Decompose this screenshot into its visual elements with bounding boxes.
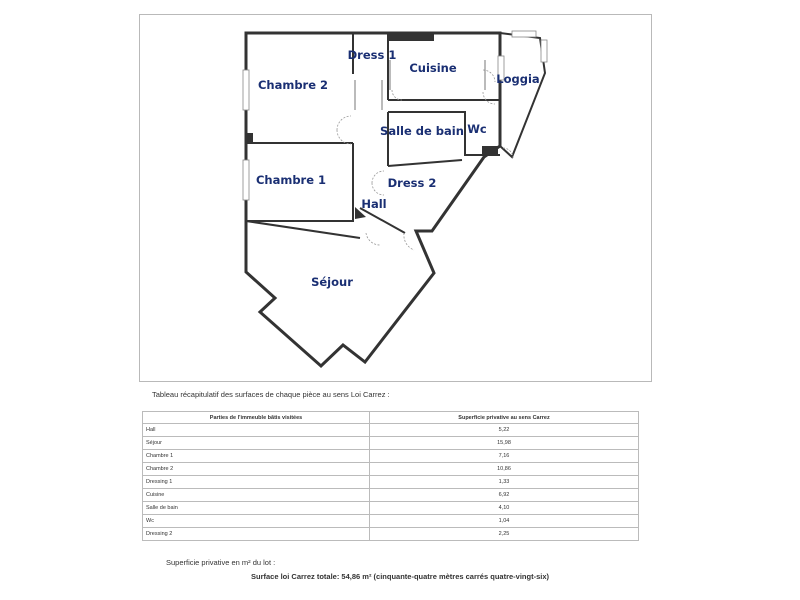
table-row — [143, 450, 639, 463]
wall-block — [482, 146, 498, 154]
wall-block — [247, 133, 253, 143]
room-label-chambre-2: Chambre 2 — [257, 78, 329, 92]
wall-block — [389, 33, 434, 41]
area-cell: 1,33 — [370, 476, 639, 489]
column-header-area: Superficie privative au sens Carrez — [370, 412, 639, 424]
table-caption: Tableau récapitulatif des surfaces de chaque pièce au sens Loi Carrez : — [152, 390, 390, 399]
area-cell: 5,22 — [370, 424, 639, 437]
room-label-salle-de-bain: Salle de bain — [380, 124, 464, 138]
room-cell: Séjour — [143, 437, 370, 450]
room-cell: Chambre 1 — [143, 450, 370, 463]
table-row — [143, 489, 639, 502]
room-label-hall: Hall — [361, 197, 387, 211]
column-header-room: Parties de l'immeuble bâtis visitées — [143, 412, 370, 424]
room-label-loggia: Loggia — [496, 72, 540, 86]
table-row — [143, 476, 639, 489]
table-row — [143, 424, 639, 437]
table-row — [143, 528, 639, 541]
table-row — [143, 515, 639, 528]
room-label-cuisine: Cuisine — [409, 61, 457, 75]
loggia-wall — [500, 33, 545, 157]
table-header-row — [143, 412, 639, 424]
area-cell: 4,10 — [370, 502, 639, 515]
door-arc — [337, 116, 351, 144]
room-cell: Chambre 2 — [143, 463, 370, 476]
area-cell: 10,86 — [370, 463, 639, 476]
area-cell: 7,16 — [370, 450, 639, 463]
door-arc — [404, 233, 414, 250]
room-cell: Dressing 2 — [143, 528, 370, 541]
table-row — [143, 502, 639, 515]
room-cell: Salle de bain — [143, 502, 370, 515]
area-cell: 2,25 — [370, 528, 639, 541]
window — [541, 40, 547, 62]
door-arc — [392, 90, 402, 100]
window — [243, 70, 249, 110]
door-arc — [372, 171, 384, 195]
room-label-wc: Wc — [467, 122, 487, 136]
window — [512, 31, 536, 37]
total-area-line: Surface loi Carrez totale: 54,86 m² (cinquante-quatre mètres carrés quatre-vingt-six) — [250, 572, 549, 581]
private-area-label: Superficie privative en m² du lot : — [166, 558, 276, 567]
room-label-sejour: Séjour — [311, 275, 353, 289]
room-cell: Wc — [143, 515, 370, 528]
table-row — [143, 463, 639, 476]
door-arc — [366, 233, 380, 245]
room-cell: Dressing 1 — [143, 476, 370, 489]
area-cell: 15,98 — [370, 437, 639, 450]
room-label-dress-2: Dress 2 — [387, 176, 437, 190]
room-label-dress-1: Dress 1 — [347, 48, 397, 62]
surface-table — [142, 411, 639, 541]
room-cell: Cuisine — [143, 489, 370, 502]
area-cell: 6,92 — [370, 489, 639, 502]
room-label-chambre-1: Chambre 1 — [255, 173, 327, 187]
area-cell: 1,04 — [370, 515, 639, 528]
table-row — [143, 437, 639, 450]
window — [243, 160, 249, 200]
room-cell: Hall — [143, 424, 370, 437]
